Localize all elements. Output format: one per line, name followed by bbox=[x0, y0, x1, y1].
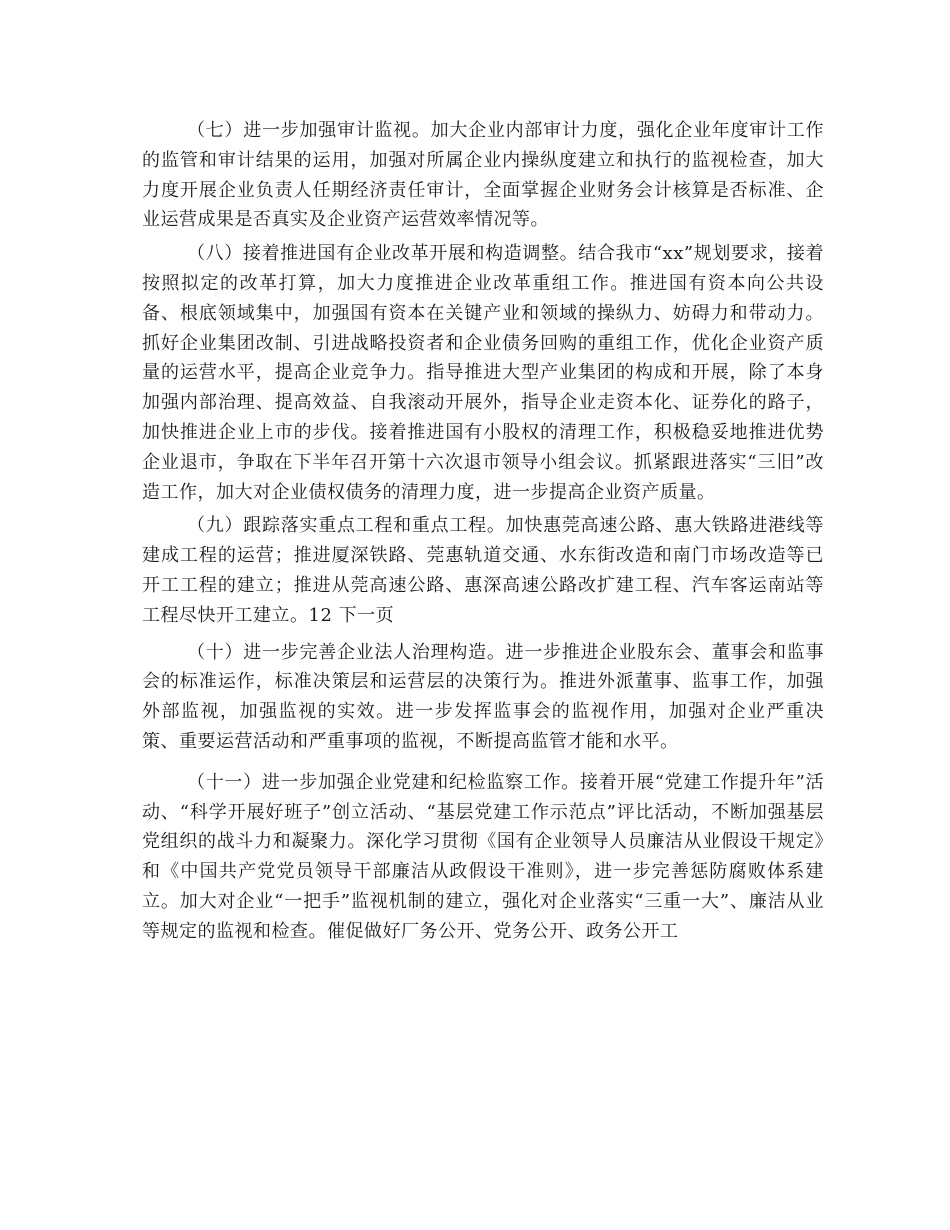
document-page bbox=[142, 116, 824, 947]
paragraph-corporate-governance: （十）进一步完善企业法人治理构造。进一步推进企业股东会、董事会和监事会的标准运作，标准决策层和运营层的决策行为。推进外派董事、监事工作，加强外部监视，加强监视的实效。进一步发挥监事会的监视作用，加强对企业严重决策、重要运营活动和严重事项的监视，不断提高监管才能和水平。 bbox=[142, 641, 824, 752]
paragraph-party-building: （十一）进一步加强企业党建和纪检监察工作。接着开展“党建工作提升年”活动、“科学开展好班子”创立活动、“基层党建工作示范点”评比活动，不断加强基层党组织的战斗力和凝聚力。深化学习贯彻《国有企业领导人员廉洁从业假设干规定》和《中国共产党党员领导干部廉洁从政假设干准则》，进一步完善惩防腐败体系建立。加大对企业“一把手”监视机制的建立，强化对企业落实“三重一大”、廉洁从业等规定的监视和检查。催促做好厂务公开、党务公开、政务公开工 bbox=[142, 771, 824, 942]
paragraph-key-projects: （九）跟踪落实重点工程和重点工程。加快惠莞高速公路、惠大铁路进港线等建成工程的运营；推进厦深铁路、莞惠轨道交通、水东街改造和南门市场改造等已开工工程的建立；推进从莞高速公路、惠深高速公路改扩建工程、汽车客运南站等工程尽快开工建立。12 下一页 bbox=[142, 515, 824, 626]
paragraph-soe-reform: （八）接着推进国有企业改革开展和构造调整。结合我市“xx”规划要求，接着按照拟定的改革打算，加大力度推进企业改革重组工作。推进国有资本向公共设备、根底领域集中，加强国有资本在关键产业和领域的操纵力、妨碍力和带动力。抓好企业集团改制、引进战略投资者和企业债务回购的重组工作，优化企业资产质量的运营水平，提高企业竞争力。指导推进大型产业集团的构成和开展，除了本身加强内部治理、提高效益、自我滚动开展外，指导企业走资本化、证券化的路子，加快推进企业上市的步伐。接着推进国有小股权的清理工作，积极稳妥地推进优势企业退市，争取在下半年召开第十六次退市领导小组会议。抓紧跟进落实“三旧”改造工作，加大对企业债权债务的清理力度，进一步提高企业资产质量。 bbox=[142, 243, 824, 503]
paragraph-audit-supervision: （七）进一步加强审计监视。加大企业内部审计力度，强化企业年度审计工作的监管和审计结果的运用，加强对所属企业内操纵度建立和执行的监视检查，加大力度开展企业负责人任期经济责任审计，全面掌握企业财务会计核算是否标准、企业运营成果是否真实及企业资产运营效率情况等。 bbox=[142, 120, 824, 231]
